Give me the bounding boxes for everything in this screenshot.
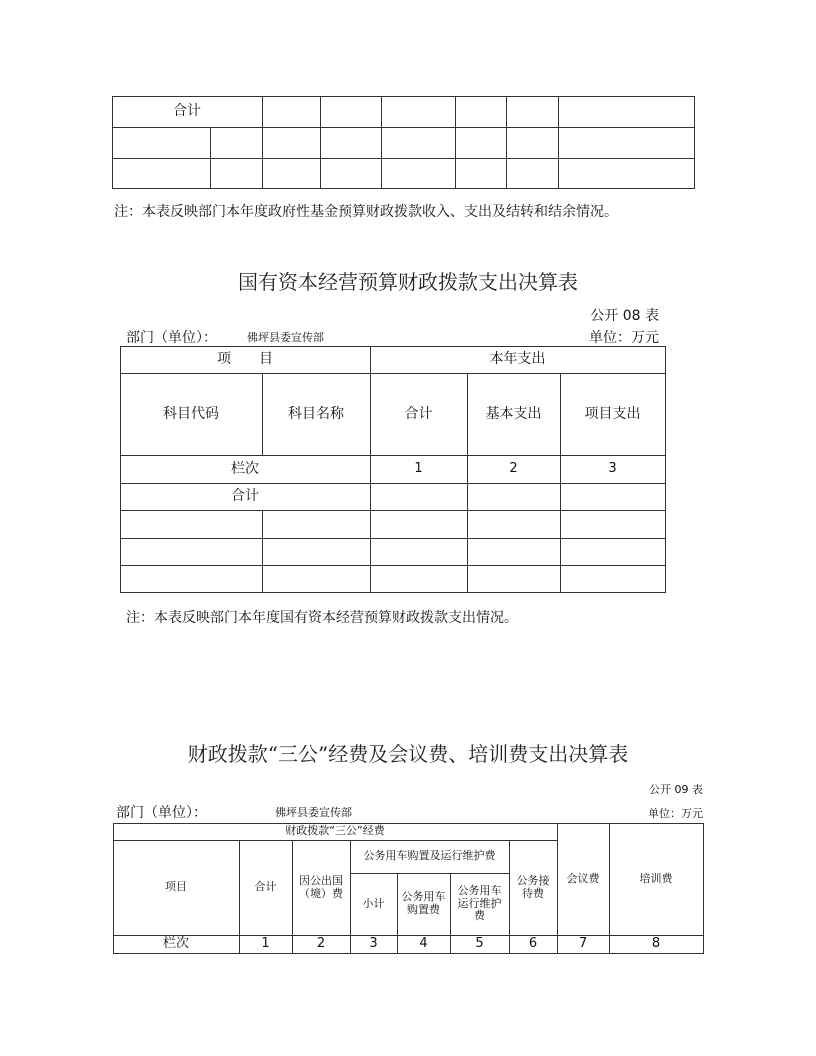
- col-abroad: 因公出国（境）费: [299, 873, 343, 900]
- table-border: [113, 953, 704, 954]
- col-training: 培训费: [639, 871, 673, 885]
- col-reception: 公务接待费: [516, 873, 550, 900]
- col-total: 合计: [254, 880, 277, 894]
- col-subject-code: 科目代码: [163, 405, 219, 422]
- row-index-value: 1: [414, 460, 423, 476]
- total-row-label: 合计: [173, 103, 201, 120]
- row-index-value: 6: [528, 935, 538, 951]
- table-rule: [112, 158, 695, 159]
- table-rule: [120, 510, 666, 511]
- row-total-label: 合计: [231, 488, 259, 505]
- table08-note: 注：本表反映部门本年度国有资本经营预算财政拨款支出情况。: [126, 610, 518, 626]
- table08-title: 国有资本经营预算财政拨款支出决算表: [238, 270, 578, 294]
- table-rule: [455, 96, 456, 189]
- row-index-value: 7: [578, 935, 588, 951]
- col-subject-name: 科目名称: [288, 405, 344, 422]
- table-rule: [112, 127, 695, 128]
- table09-title: 财政拨款“三公”经费及会议费、培训费支出决算表: [187, 742, 629, 766]
- table-rule: [120, 538, 666, 539]
- group-sangong: 财政拨款“三公”经费: [285, 824, 385, 838]
- unit-label: 单位：万元: [648, 807, 703, 820]
- header-item: 项 目: [217, 351, 273, 368]
- group-vehicle: 公务用车购置及运行维护费: [363, 849, 496, 863]
- row-index-value: 2: [316, 935, 326, 951]
- table-border: [112, 188, 695, 189]
- row-index-value: 2: [509, 460, 518, 476]
- row-index-value: 4: [419, 935, 428, 951]
- row-index-value: 3: [608, 460, 617, 476]
- table-border: [703, 823, 704, 954]
- row-index-value: 8: [651, 935, 661, 951]
- row-index-label: 栏次: [162, 935, 189, 951]
- table-rule: [262, 510, 263, 593]
- table-rule: [262, 96, 263, 189]
- row-index-value: 1: [261, 935, 270, 951]
- dept-name: 佛坪县委宣传部: [247, 331, 324, 344]
- col-vehicle-purchase: 公务用车购置费: [401, 890, 446, 916]
- table-border: [120, 592, 666, 593]
- unit-label: 单位：万元: [589, 330, 659, 346]
- table-rule: [210, 127, 211, 189]
- table-rule: [120, 565, 666, 566]
- row-index-value: 5: [475, 935, 484, 951]
- col-project-expense: 项目支出: [584, 405, 641, 422]
- table-border: [694, 96, 695, 189]
- table-rule: [381, 96, 382, 189]
- table07-note: 注：本表反映部门本年度政府性基金预算财政拨款收入、支出及结转和结余情况。: [114, 204, 618, 220]
- dept-name: 佛坪县委宣传部: [275, 806, 352, 819]
- form-number: 公开 09 表: [649, 783, 703, 796]
- col-total: 合计: [404, 405, 433, 422]
- col-meeting: 会议费: [566, 871, 600, 885]
- table-rule: [320, 96, 321, 189]
- col-basic-expense: 基本支出: [485, 405, 542, 422]
- dept-label: 部门（单位）：: [126, 330, 217, 346]
- table-border: [665, 346, 666, 593]
- header-year-expense: 本年支出: [489, 351, 546, 368]
- col-vehicle-maintenance: 公务用车运行维护费: [457, 884, 502, 923]
- table-rule: [506, 96, 507, 189]
- col-item: 项目: [165, 880, 187, 894]
- dept-label: 部门（单位）：: [116, 805, 207, 821]
- col-subtotal: 小计: [362, 896, 385, 910]
- form-number: 公开 08 表: [590, 308, 659, 324]
- row-index-label: 栏次: [231, 460, 259, 477]
- row-index-value: 3: [369, 935, 378, 951]
- table-rule: [558, 96, 559, 189]
